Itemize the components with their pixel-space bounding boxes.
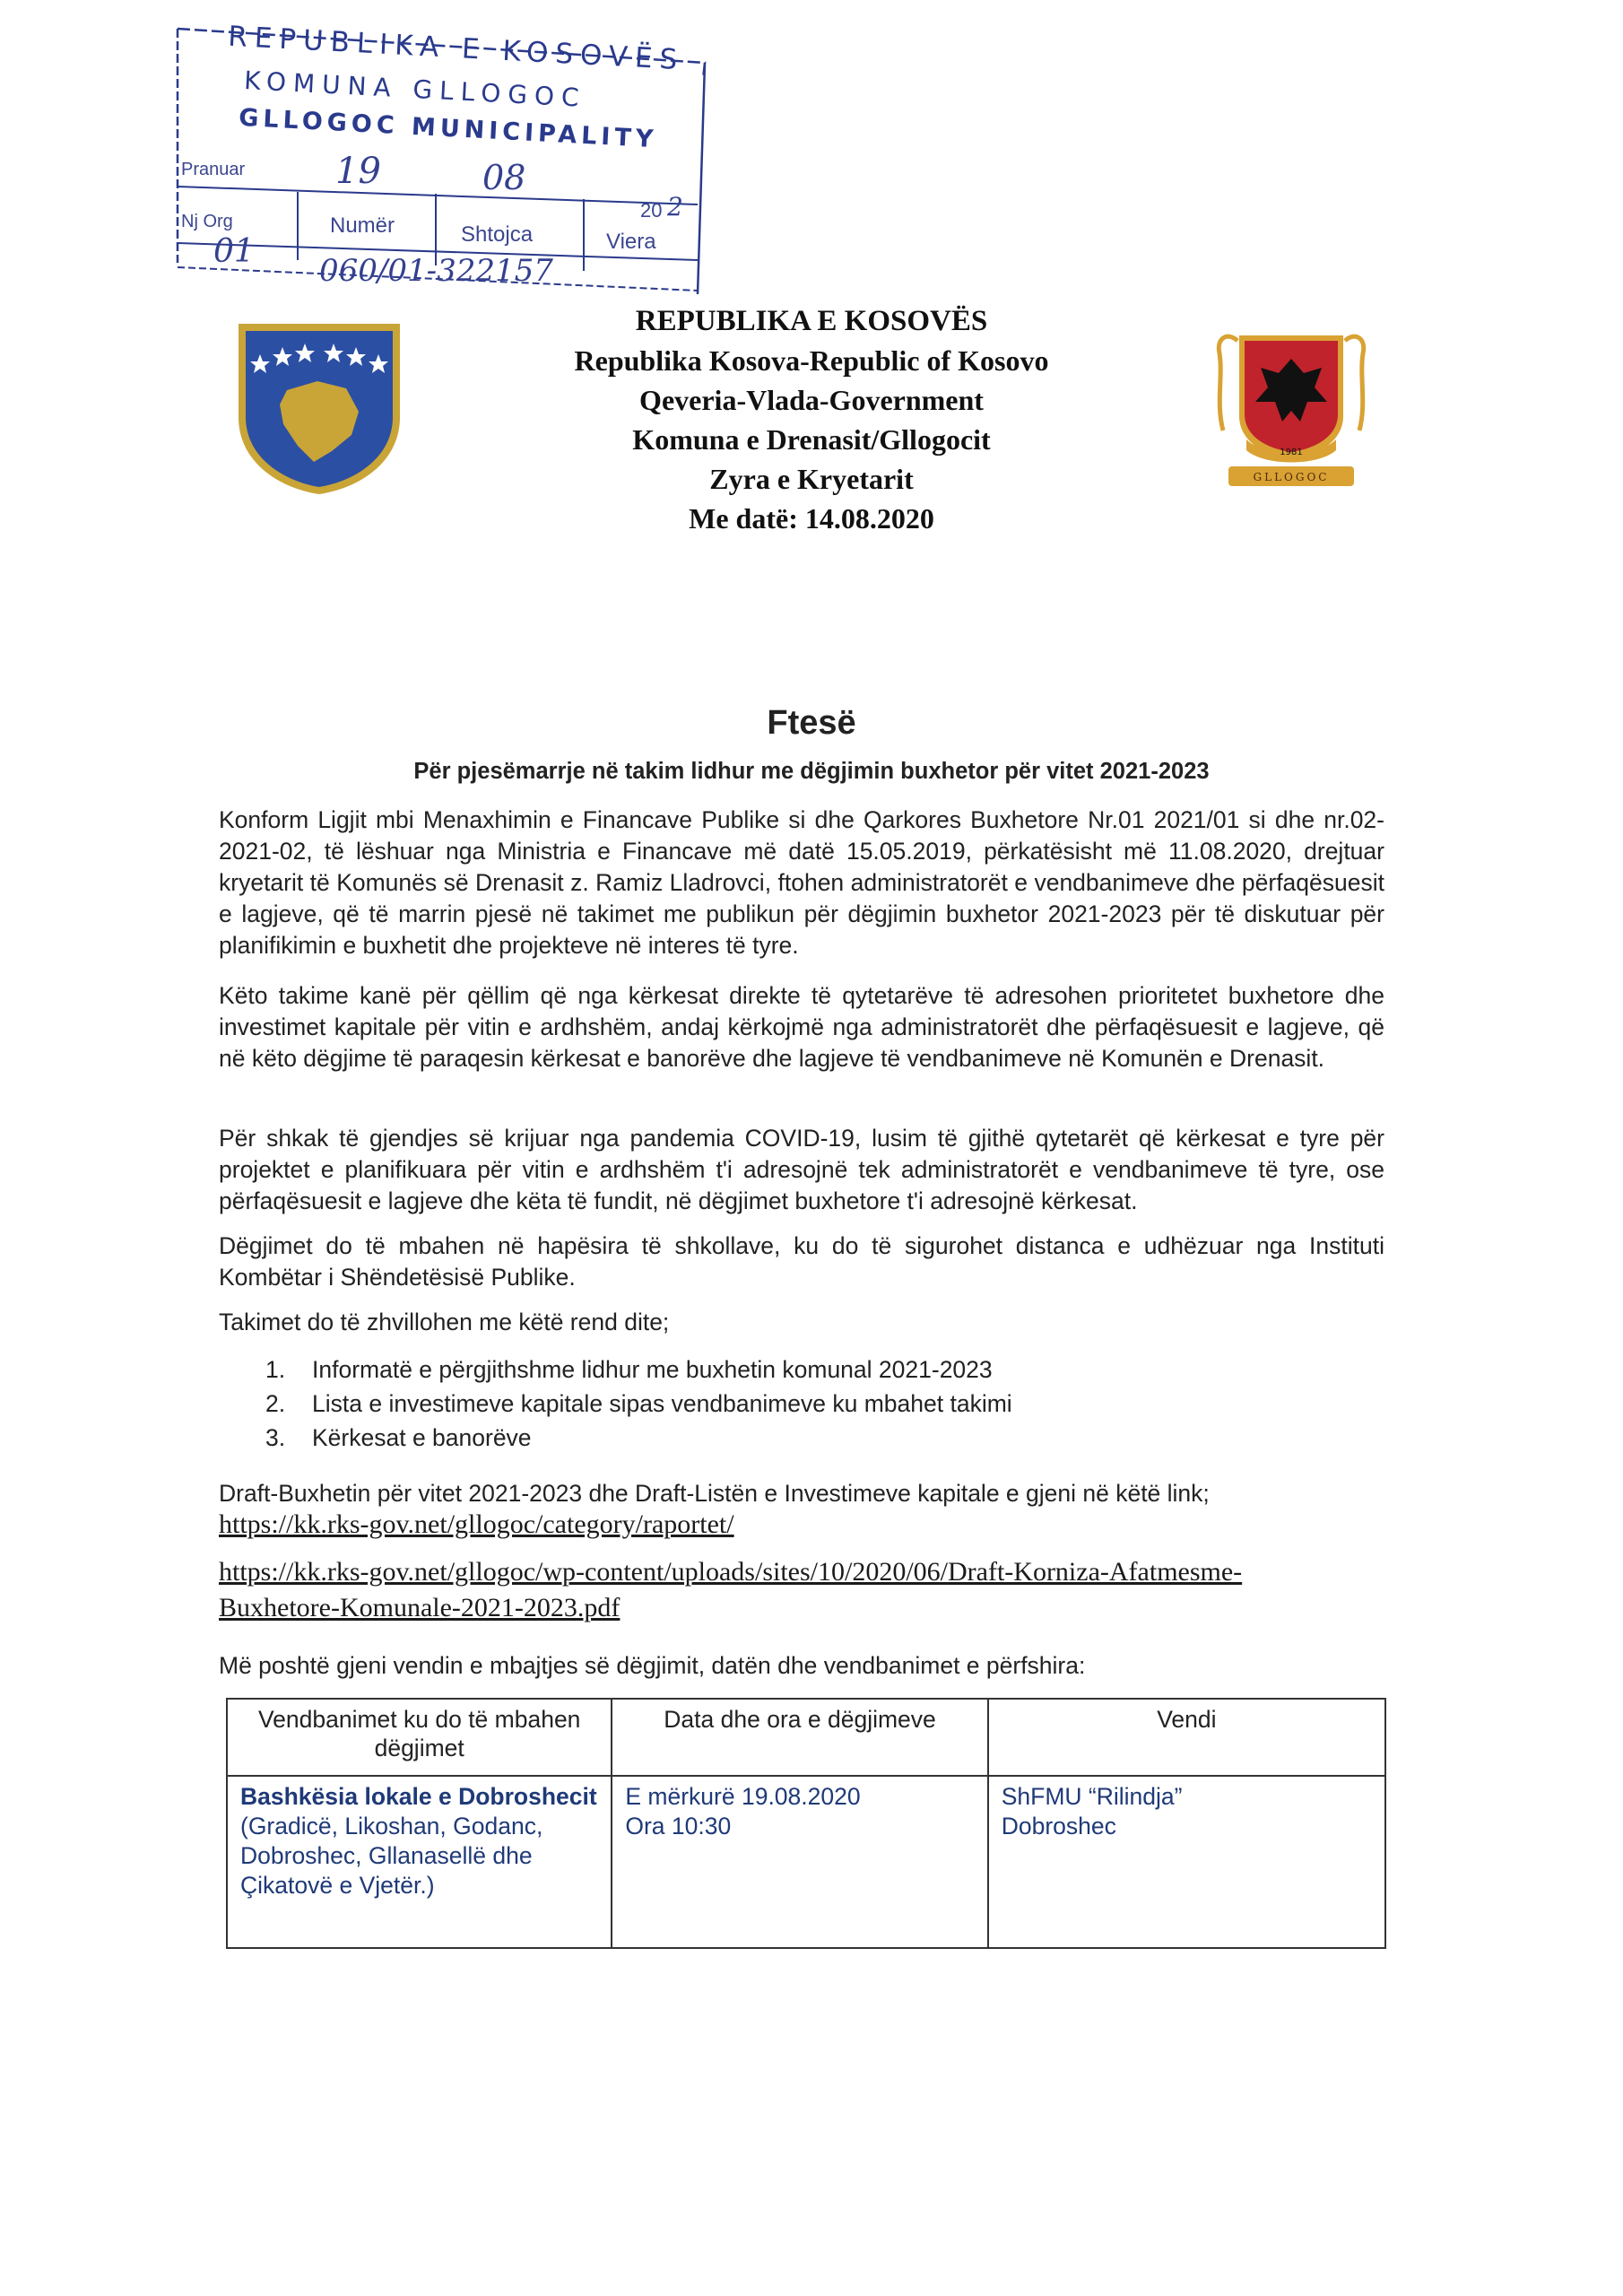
document-subtitle: Për pjesëmarrje në takim lidhur me dëgjimin buxhetor për vitet 2021-2023 xyxy=(413,759,1210,784)
stamp-handwritten-org: 01 xyxy=(213,233,255,270)
hearing-date: E mërkurë 19.08.2020 xyxy=(625,1783,861,1810)
stamp-received-label: Pranuar xyxy=(181,160,246,179)
gllogoc-emblem-label: GLLOGOC xyxy=(1253,471,1330,483)
link-draft-budget-pdf[interactable]: https://kk.rks-gov.net/gllogoc/wp-content/uploads/sites/10/2020/06/Draft-Korniza-Afatmesme- Buxhetore-Komunale-2021-2023.pdf xyxy=(219,1557,1243,1622)
hearing-time: Ora 10:30 xyxy=(625,1813,732,1839)
table-row xyxy=(227,1776,1385,1948)
agenda-list xyxy=(265,1352,1012,1455)
column-header-settlements: Vendbanimet ku do të mbahen dëgjimet xyxy=(227,1699,612,1776)
hearing-schedule-table xyxy=(226,1698,1386,1949)
header-government: Qeveria-Vlada-Government xyxy=(639,384,984,416)
header-republic: REPUBLIKA E KOSOVËS xyxy=(635,305,988,337)
column-header-date-time: Data dhe ora e dëgjimeve xyxy=(612,1699,987,1776)
column-header-venue: Vendi xyxy=(988,1699,1385,1776)
stamp-org-label: Nj Org xyxy=(181,212,233,231)
settlement-name: Bashkësia lokale e Dobroshecit xyxy=(240,1783,597,1810)
agenda-item: 2. Lista e investimeve kapitale sipas vendbanimeve ku mbahet takimi xyxy=(265,1390,1012,1417)
stamp-handwritten-number: 060/01-322157 xyxy=(319,253,553,289)
stamp-handwritten-year: 2 xyxy=(667,192,683,222)
cell-venue xyxy=(988,1776,1385,1948)
paragraph-venue-info: Dëgjimet do të mbahen në hapësira të shkollave, ku do të sigurohet distanca e udhëzuar nga Instituti Kombëtar i Shëndetësisë Publike. xyxy=(219,1232,1384,1291)
agenda-item: 1. Informatë e përgjithshme lidhur me buxhetin komunal 2021-2023 xyxy=(265,1356,993,1383)
paragraph-agenda-intro: Takimet do të zhvillohen me këtë rend dite; xyxy=(219,1309,670,1335)
stamp-line-1: REPUBLIKA E KOSOVËS xyxy=(227,20,686,77)
paragraph-purpose: Këto takime kanë për qëllim që nga kërkesat direkte të qytetarëve të adresohen prioritetet buxhetore dhe investimet kapitale për vitin e ardhshëm, andaj kërkojmë nga administratorët dhe përfaqësuesit e lagjeve, që në këto dëgjime të paraqesin kërkesat e banorëve dhe lagjeve të vendbanimeve në Komunën e Drenasit. xyxy=(219,982,1384,1072)
cell-date-time xyxy=(612,1776,987,1948)
stamp-value-label: Viera xyxy=(606,230,656,254)
header-municipality: Komuna e Drenasit/Gllogocit xyxy=(632,423,991,456)
settlement-villages: (Gradicë, Likoshan, Godanc, Dobroshec, Gllanasellë dhe Çikatovë e Vjetër.) xyxy=(240,1813,543,1899)
link-reports[interactable]: https://kk.rks-gov.net/gllogoc/category/raportet/ xyxy=(219,1509,734,1539)
header-republic-trilingual: Republika Kosova-Republic of Kosovo xyxy=(574,344,1049,377)
gllogoc-emblem-year: 1981 xyxy=(1280,448,1303,457)
header-office: Zyra e Kryetarit xyxy=(709,463,914,495)
stamp-number-label: Numër xyxy=(330,213,395,238)
paragraph-draft-budget: Draft-Buxhetin për vitet 2021-2023 dhe Draft-Listën e Investimeve kapitale e gjeni në këtë link; xyxy=(219,1480,1210,1507)
stamp-year-prefix: 20 xyxy=(640,199,663,222)
header-date: Me datë: 14.08.2020 xyxy=(689,502,934,535)
venue-name: ShFMU “Rilindja” xyxy=(1001,1783,1183,1810)
stamp-handwritten-day: 19 xyxy=(335,151,381,192)
agenda-item: 3. Kërkesat e banorëve xyxy=(265,1424,532,1451)
stamp-handwritten-month: 08 xyxy=(482,158,526,197)
registration-stamp xyxy=(176,20,714,294)
paragraph-legal-basis: Konform Ligjit mbi Menaxhimin e Financave Publike si dhe Qarkores Buxhetore Nr.01 2021/01 si dhe nr.02-2021-02, të lëshuar nga Ministria e Financave më datë 15.05.2019, përkatësisht më 11.08.2020, drejtuar kryetarit të Komunës së Drenasit z. Ramiz Lladrovci, ftohen administratorët e vendbanimeve dhe përfaqësuesit e lagjeve, që të marrin pjesë në takimet me publikun për dëgjimin buxhetor 2021-2023 për të diskutuar për planifikimin e buxhetit dhe projekteve në interes të tyre. xyxy=(219,806,1384,959)
stamp-line-2: KOMUNA GLLOGOC xyxy=(243,65,587,113)
stamp-line-3: GLLOGOC MUNICIPALITY xyxy=(238,103,659,154)
document-title: Ftesë xyxy=(767,704,856,742)
table-header-row xyxy=(227,1699,1385,1776)
stamp-attachment-label: Shtojca xyxy=(461,222,534,247)
paragraph-covid: Për shkak të gjendjes së krijuar nga pandemia COVID-19, lusim të gjithë qytetarët që kërkesat e tyre për projektet e planifikuara për vitin e ardhshëm t'i adresojnë tek administratorët e vendbanimeve të tyre, ose përfaqësuesit e lagjeve dhe këta të fundit, në dëgjimet buxhetore t'i adresojnë kërkesat. xyxy=(219,1125,1384,1214)
venue-place: Dobroshec xyxy=(1001,1813,1116,1839)
paragraph-table-intro: Më poshtë gjeni vendin e mbajtjes së dëgjimit, datën dhe vendbanimet e përfshira: xyxy=(219,1652,1086,1679)
cell-settlements xyxy=(227,1776,612,1948)
